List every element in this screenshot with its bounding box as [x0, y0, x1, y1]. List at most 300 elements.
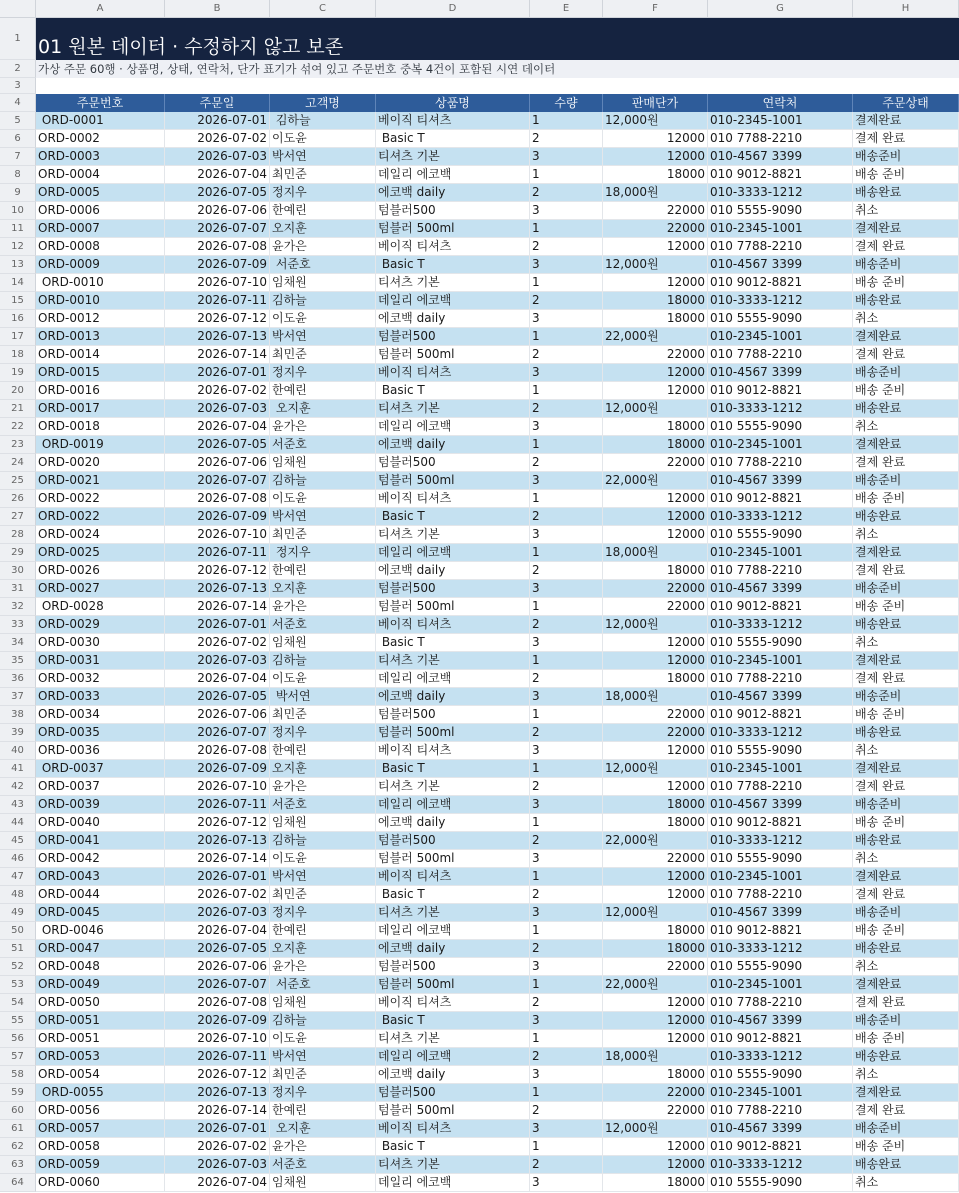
status-cell[interactable]: 배송완료 — [853, 616, 959, 634]
qty-cell[interactable]: 1 — [530, 382, 603, 400]
order-date-cell[interactable]: 2026-07-04 — [165, 1174, 270, 1192]
phone-cell[interactable]: 010 7788-2210 — [708, 454, 853, 472]
price-cell[interactable]: 12000 — [603, 634, 708, 652]
price-cell[interactable]: 22000 — [603, 580, 708, 598]
row-header[interactable]: 55 — [0, 1012, 36, 1030]
customer-cell[interactable]: 오지훈 — [270, 580, 376, 598]
status-cell[interactable]: 배송 준비 — [853, 1138, 959, 1156]
qty-cell[interactable]: 1 — [530, 976, 603, 994]
status-cell[interactable]: 결제 완료 — [853, 1102, 959, 1120]
order-date-cell[interactable]: 2026-07-02 — [165, 382, 270, 400]
product-cell[interactable]: 티셔츠 기본 — [376, 778, 530, 796]
price-cell[interactable]: 12,000원 — [603, 112, 708, 130]
qty-cell[interactable]: 3 — [530, 526, 603, 544]
row-header[interactable]: 47 — [0, 868, 36, 886]
status-cell[interactable]: 배송완료 — [853, 940, 959, 958]
qty-cell[interactable]: 1 — [530, 274, 603, 292]
product-cell[interactable]: 에코백 daily — [376, 940, 530, 958]
phone-cell[interactable]: 010-3333-1212 — [708, 400, 853, 418]
column-header-h[interactable]: H — [853, 0, 959, 18]
row-header[interactable]: 19 — [0, 364, 36, 382]
phone-cell[interactable]: 010 7788-2210 — [708, 238, 853, 256]
header-cell[interactable]: 판매단가 — [603, 94, 708, 112]
order-id-cell[interactable]: ORD-0027 — [36, 580, 165, 598]
phone-cell[interactable]: 010-4567 3399 — [708, 148, 853, 166]
phone-cell[interactable]: 010 9012-8821 — [708, 274, 853, 292]
customer-cell[interactable]: 한예린 — [270, 202, 376, 220]
row-header[interactable]: 37 — [0, 688, 36, 706]
phone-cell[interactable]: 010 5555-9090 — [708, 1174, 853, 1192]
order-date-cell[interactable]: 2026-07-01 — [165, 1120, 270, 1138]
qty-cell[interactable]: 3 — [530, 634, 603, 652]
price-cell[interactable]: 12000 — [603, 994, 708, 1012]
qty-cell[interactable]: 3 — [530, 1174, 603, 1192]
order-id-cell[interactable]: ORD-0059 — [36, 1156, 165, 1174]
product-cell[interactable]: 베이직 티셔츠 — [376, 238, 530, 256]
order-id-cell[interactable]: ORD-0044 — [36, 886, 165, 904]
order-date-cell[interactable]: 2026-07-08 — [165, 490, 270, 508]
qty-cell[interactable]: 1 — [530, 1084, 603, 1102]
price-cell[interactable]: 12,000원 — [603, 616, 708, 634]
phone-cell[interactable]: 010 7788-2210 — [708, 346, 853, 364]
customer-cell[interactable]: 김하늘 — [270, 1012, 376, 1030]
phone-cell[interactable]: 010 9012-8821 — [708, 1138, 853, 1156]
row-header[interactable]: 29 — [0, 544, 36, 562]
product-cell[interactable]: 텀블러 500ml — [376, 724, 530, 742]
product-cell[interactable]: 티셔츠 기본 — [376, 400, 530, 418]
product-cell[interactable]: Basic T — [376, 634, 530, 652]
price-cell[interactable]: 22000 — [603, 958, 708, 976]
customer-cell[interactable]: 서준호 — [270, 616, 376, 634]
order-date-cell[interactable]: 2026-07-03 — [165, 904, 270, 922]
order-date-cell[interactable]: 2026-07-14 — [165, 850, 270, 868]
phone-cell[interactable]: 010-4567 3399 — [708, 688, 853, 706]
order-date-cell[interactable]: 2026-07-08 — [165, 994, 270, 1012]
price-cell[interactable]: 12000 — [603, 238, 708, 256]
order-date-cell[interactable]: 2026-07-10 — [165, 274, 270, 292]
phone-cell[interactable]: 010 9012-8821 — [708, 922, 853, 940]
price-cell[interactable]: 12000 — [603, 364, 708, 382]
order-id-cell[interactable]: ORD-0001 — [36, 112, 165, 130]
status-cell[interactable]: 취소 — [853, 958, 959, 976]
order-id-cell[interactable]: ORD-0017 — [36, 400, 165, 418]
phone-cell[interactable]: 010-4567 3399 — [708, 364, 853, 382]
row-header[interactable]: 56 — [0, 1030, 36, 1048]
product-cell[interactable]: 텀블러 500ml — [376, 976, 530, 994]
order-date-cell[interactable]: 2026-07-02 — [165, 1138, 270, 1156]
product-cell[interactable]: 텀블러500 — [376, 706, 530, 724]
product-cell[interactable]: 티셔츠 기본 — [376, 148, 530, 166]
order-id-cell[interactable]: ORD-0060 — [36, 1174, 165, 1192]
row-header[interactable]: 64 — [0, 1174, 36, 1192]
price-cell[interactable]: 12000 — [603, 274, 708, 292]
status-cell[interactable]: 취소 — [853, 1174, 959, 1192]
product-cell[interactable]: 에코백 daily — [376, 562, 530, 580]
customer-cell[interactable]: 윤가은 — [270, 1138, 376, 1156]
phone-cell[interactable]: 010-2345-1001 — [708, 760, 853, 778]
price-cell[interactable]: 22000 — [603, 598, 708, 616]
qty-cell[interactable]: 3 — [530, 904, 603, 922]
status-cell[interactable]: 배송완료 — [853, 292, 959, 310]
row-header[interactable]: 20 — [0, 382, 36, 400]
row-header[interactable]: 15 — [0, 292, 36, 310]
order-id-cell[interactable]: ORD-0025 — [36, 544, 165, 562]
price-cell[interactable]: 18000 — [603, 922, 708, 940]
customer-cell[interactable]: 윤가은 — [270, 418, 376, 436]
order-id-cell[interactable]: ORD-0026 — [36, 562, 165, 580]
price-cell[interactable]: 18000 — [603, 562, 708, 580]
order-date-cell[interactable]: 2026-07-03 — [165, 652, 270, 670]
price-cell[interactable]: 22000 — [603, 706, 708, 724]
product-cell[interactable]: 에코백 daily — [376, 1066, 530, 1084]
customer-cell[interactable]: 오지훈 — [270, 1120, 376, 1138]
order-date-cell[interactable]: 2026-07-08 — [165, 238, 270, 256]
qty-cell[interactable]: 3 — [530, 364, 603, 382]
price-cell[interactable]: 22000 — [603, 850, 708, 868]
order-date-cell[interactable]: 2026-07-03 — [165, 400, 270, 418]
price-cell[interactable]: 22,000원 — [603, 472, 708, 490]
customer-cell[interactable]: 정지우 — [270, 184, 376, 202]
order-id-cell[interactable]: ORD-0051 — [36, 1030, 165, 1048]
customer-cell[interactable]: 박서연 — [270, 868, 376, 886]
qty-cell[interactable]: 2 — [530, 1156, 603, 1174]
order-id-cell[interactable]: ORD-0042 — [36, 850, 165, 868]
qty-cell[interactable]: 3 — [530, 1066, 603, 1084]
order-date-cell[interactable]: 2026-07-02 — [165, 130, 270, 148]
row-header[interactable]: 44 — [0, 814, 36, 832]
order-id-cell[interactable]: ORD-0047 — [36, 940, 165, 958]
customer-cell[interactable]: 서준호 — [270, 1156, 376, 1174]
phone-cell[interactable]: 010 5555-9090 — [708, 958, 853, 976]
price-cell[interactable]: 12,000원 — [603, 400, 708, 418]
row-header[interactable]: 14 — [0, 274, 36, 292]
status-cell[interactable]: 결제완료 — [853, 760, 959, 778]
status-cell[interactable]: 결제 완료 — [853, 562, 959, 580]
column-header-e[interactable]: E — [530, 0, 603, 18]
qty-cell[interactable]: 1 — [530, 598, 603, 616]
qty-cell[interactable]: 1 — [530, 1030, 603, 1048]
price-cell[interactable]: 12000 — [603, 1012, 708, 1030]
product-cell[interactable]: 데일리 에코백 — [376, 796, 530, 814]
status-cell[interactable]: 배송완료 — [853, 724, 959, 742]
row-header[interactable]: 33 — [0, 616, 36, 634]
price-cell[interactable]: 12000 — [603, 490, 708, 508]
product-cell[interactable]: 텀블러 500ml — [376, 598, 530, 616]
product-cell[interactable]: 데일리 에코백 — [376, 292, 530, 310]
order-date-cell[interactable]: 2026-07-07 — [165, 724, 270, 742]
qty-cell[interactable]: 2 — [530, 400, 603, 418]
order-date-cell[interactable]: 2026-07-01 — [165, 112, 270, 130]
product-cell[interactable]: 베이직 티셔츠 — [376, 112, 530, 130]
price-cell[interactable]: 18000 — [603, 1174, 708, 1192]
phone-cell[interactable]: 010-2345-1001 — [708, 976, 853, 994]
product-cell[interactable]: 티셔츠 기본 — [376, 1030, 530, 1048]
order-id-cell[interactable]: ORD-0004 — [36, 166, 165, 184]
product-cell[interactable]: 데일리 에코백 — [376, 670, 530, 688]
phone-cell[interactable]: 010-3333-1212 — [708, 508, 853, 526]
phone-cell[interactable]: 010-3333-1212 — [708, 292, 853, 310]
phone-cell[interactable]: 010-2345-1001 — [708, 328, 853, 346]
order-id-cell[interactable]: ORD-0046 — [36, 922, 165, 940]
phone-cell[interactable]: 010-3333-1212 — [708, 1048, 853, 1066]
customer-cell[interactable]: 최민준 — [270, 706, 376, 724]
status-cell[interactable]: 결제 완료 — [853, 670, 959, 688]
status-cell[interactable]: 취소 — [853, 526, 959, 544]
row-header[interactable]: 3 — [0, 78, 36, 94]
customer-cell[interactable]: 임채원 — [270, 814, 376, 832]
customer-cell[interactable]: 이도윤 — [270, 310, 376, 328]
row-header[interactable]: 11 — [0, 220, 36, 238]
phone-cell[interactable]: 010 7788-2210 — [708, 130, 853, 148]
price-cell[interactable]: 18000 — [603, 166, 708, 184]
phone-cell[interactable]: 010 5555-9090 — [708, 418, 853, 436]
row-header[interactable]: 1 — [0, 18, 36, 60]
order-id-cell[interactable]: ORD-0002 — [36, 130, 165, 148]
row-header[interactable]: 23 — [0, 436, 36, 454]
row-header[interactable]: 48 — [0, 886, 36, 904]
order-date-cell[interactable]: 2026-07-04 — [165, 166, 270, 184]
price-cell[interactable]: 18000 — [603, 670, 708, 688]
product-cell[interactable]: 텀블러500 — [376, 1084, 530, 1102]
phone-cell[interactable]: 010-2345-1001 — [708, 112, 853, 130]
price-cell[interactable]: 18000 — [603, 940, 708, 958]
order-date-cell[interactable]: 2026-07-09 — [165, 760, 270, 778]
price-cell[interactable]: 22000 — [603, 202, 708, 220]
qty-cell[interactable]: 3 — [530, 472, 603, 490]
customer-cell[interactable]: 한예린 — [270, 562, 376, 580]
price-cell[interactable]: 12,000원 — [603, 760, 708, 778]
phone-cell[interactable]: 010-3333-1212 — [708, 184, 853, 202]
qty-cell[interactable]: 1 — [530, 760, 603, 778]
order-id-cell[interactable]: ORD-0055 — [36, 1084, 165, 1102]
product-cell[interactable]: 에코백 daily — [376, 310, 530, 328]
row-header[interactable]: 16 — [0, 310, 36, 328]
row-header[interactable]: 60 — [0, 1102, 36, 1120]
qty-cell[interactable]: 1 — [530, 166, 603, 184]
status-cell[interactable]: 배송 준비 — [853, 490, 959, 508]
price-cell[interactable]: 22000 — [603, 724, 708, 742]
order-date-cell[interactable]: 2026-07-09 — [165, 256, 270, 274]
product-cell[interactable]: Basic T — [376, 886, 530, 904]
price-cell[interactable]: 12000 — [603, 148, 708, 166]
order-date-cell[interactable]: 2026-07-10 — [165, 778, 270, 796]
header-cell[interactable]: 연락처 — [708, 94, 853, 112]
qty-cell[interactable]: 1 — [530, 490, 603, 508]
customer-cell[interactable]: 서준호 — [270, 256, 376, 274]
order-id-cell[interactable]: ORD-0037 — [36, 760, 165, 778]
product-cell[interactable]: 텀블러500 — [376, 454, 530, 472]
phone-cell[interactable]: 010-3333-1212 — [708, 616, 853, 634]
product-cell[interactable]: 텀블러 500ml — [376, 472, 530, 490]
order-id-cell[interactable]: ORD-0020 — [36, 454, 165, 472]
status-cell[interactable]: 배송완료 — [853, 400, 959, 418]
row-header[interactable]: 10 — [0, 202, 36, 220]
order-id-cell[interactable]: ORD-0010 — [36, 274, 165, 292]
status-cell[interactable]: 결제완료 — [853, 328, 959, 346]
customer-cell[interactable]: 박서연 — [270, 328, 376, 346]
phone-cell[interactable]: 010-4567 3399 — [708, 580, 853, 598]
phone-cell[interactable]: 010-4567 3399 — [708, 904, 853, 922]
phone-cell[interactable]: 010 5555-9090 — [708, 850, 853, 868]
status-cell[interactable]: 배송완료 — [853, 1156, 959, 1174]
order-date-cell[interactable]: 2026-07-13 — [165, 832, 270, 850]
price-cell[interactable]: 22000 — [603, 454, 708, 472]
header-cell[interactable]: 수량 — [530, 94, 603, 112]
price-cell[interactable]: 18000 — [603, 418, 708, 436]
product-cell[interactable]: 텀블러500 — [376, 580, 530, 598]
product-cell[interactable]: Basic T — [376, 760, 530, 778]
customer-cell[interactable]: 임채원 — [270, 634, 376, 652]
qty-cell[interactable]: 2 — [530, 130, 603, 148]
price-cell[interactable]: 12000 — [603, 652, 708, 670]
customer-cell[interactable]: 윤가은 — [270, 958, 376, 976]
order-date-cell[interactable]: 2026-07-06 — [165, 454, 270, 472]
order-id-cell[interactable]: ORD-0058 — [36, 1138, 165, 1156]
qty-cell[interactable]: 1 — [530, 922, 603, 940]
qty-cell[interactable]: 2 — [530, 1048, 603, 1066]
phone-cell[interactable]: 010-3333-1212 — [708, 940, 853, 958]
customer-cell[interactable]: 이도윤 — [270, 1030, 376, 1048]
price-cell[interactable]: 18000 — [603, 292, 708, 310]
product-cell[interactable]: 데일리 에코백 — [376, 1174, 530, 1192]
product-cell[interactable]: 텀블러 500ml — [376, 346, 530, 364]
row-header[interactable]: 28 — [0, 526, 36, 544]
status-cell[interactable]: 결제완료 — [853, 1084, 959, 1102]
order-date-cell[interactable]: 2026-07-05 — [165, 940, 270, 958]
customer-cell[interactable]: 김하늘 — [270, 472, 376, 490]
price-cell[interactable]: 12000 — [603, 778, 708, 796]
customer-cell[interactable]: 임채원 — [270, 274, 376, 292]
order-date-cell[interactable]: 2026-07-01 — [165, 616, 270, 634]
customer-cell[interactable]: 박서연 — [270, 1048, 376, 1066]
phone-cell[interactable]: 010 9012-8821 — [708, 598, 853, 616]
qty-cell[interactable]: 1 — [530, 814, 603, 832]
status-cell[interactable]: 결제 완료 — [853, 886, 959, 904]
status-cell[interactable]: 배송준비 — [853, 256, 959, 274]
order-date-cell[interactable]: 2026-07-05 — [165, 184, 270, 202]
phone-cell[interactable]: 010 5555-9090 — [708, 742, 853, 760]
order-id-cell[interactable]: ORD-0010 — [36, 292, 165, 310]
customer-cell[interactable]: 오지훈 — [270, 400, 376, 418]
status-cell[interactable]: 배송준비 — [853, 904, 959, 922]
customer-cell[interactable]: 정지우 — [270, 364, 376, 382]
price-cell[interactable]: 22,000원 — [603, 832, 708, 850]
phone-cell[interactable]: 010 5555-9090 — [708, 202, 853, 220]
order-id-cell[interactable]: ORD-0015 — [36, 364, 165, 382]
phone-cell[interactable]: 010 9012-8821 — [708, 166, 853, 184]
order-id-cell[interactable]: ORD-0057 — [36, 1120, 165, 1138]
row-header[interactable]: 38 — [0, 706, 36, 724]
product-cell[interactable]: Basic T — [376, 508, 530, 526]
price-cell[interactable]: 18,000원 — [603, 184, 708, 202]
phone-cell[interactable]: 010-3333-1212 — [708, 1156, 853, 1174]
status-cell[interactable]: 결제 완료 — [853, 994, 959, 1012]
product-cell[interactable]: 텀블러500 — [376, 328, 530, 346]
status-cell[interactable]: 배송준비 — [853, 364, 959, 382]
product-cell[interactable]: 베이직 티셔츠 — [376, 994, 530, 1012]
row-header[interactable]: 25 — [0, 472, 36, 490]
customer-cell[interactable]: 오지훈 — [270, 760, 376, 778]
price-cell[interactable]: 18000 — [603, 310, 708, 328]
product-cell[interactable]: 텀블러500 — [376, 202, 530, 220]
phone-cell[interactable]: 010-4567 3399 — [708, 1012, 853, 1030]
customer-cell[interactable]: 김하늘 — [270, 652, 376, 670]
order-id-cell[interactable]: ORD-0007 — [36, 220, 165, 238]
order-date-cell[interactable]: 2026-07-08 — [165, 742, 270, 760]
row-header[interactable]: 8 — [0, 166, 36, 184]
order-date-cell[interactable]: 2026-07-04 — [165, 922, 270, 940]
customer-cell[interactable]: 서준호 — [270, 796, 376, 814]
price-cell[interactable]: 18000 — [603, 814, 708, 832]
row-header[interactable]: 26 — [0, 490, 36, 508]
qty-cell[interactable]: 2 — [530, 1102, 603, 1120]
order-id-cell[interactable]: ORD-0051 — [36, 1012, 165, 1030]
phone-cell[interactable]: 010 5555-9090 — [708, 526, 853, 544]
header-cell[interactable]: 주문상태 — [853, 94, 959, 112]
phone-cell[interactable]: 010 7788-2210 — [708, 562, 853, 580]
qty-cell[interactable]: 1 — [530, 544, 603, 562]
product-cell[interactable]: 에코백 daily — [376, 184, 530, 202]
phone-cell[interactable]: 010-4567 3399 — [708, 796, 853, 814]
phone-cell[interactable]: 010-4567 3399 — [708, 1120, 853, 1138]
header-cell[interactable]: 주문번호 — [36, 94, 165, 112]
price-cell[interactable]: 18,000원 — [603, 688, 708, 706]
qty-cell[interactable]: 2 — [530, 292, 603, 310]
order-date-cell[interactable]: 2026-07-13 — [165, 1084, 270, 1102]
customer-cell[interactable]: 최민준 — [270, 166, 376, 184]
order-id-cell[interactable]: ORD-0032 — [36, 670, 165, 688]
order-id-cell[interactable]: ORD-0045 — [36, 904, 165, 922]
qty-cell[interactable]: 2 — [530, 346, 603, 364]
price-cell[interactable]: 18,000원 — [603, 1048, 708, 1066]
order-id-cell[interactable]: ORD-0013 — [36, 328, 165, 346]
customer-cell[interactable]: 오지훈 — [270, 940, 376, 958]
row-header[interactable]: 45 — [0, 832, 36, 850]
row-header[interactable]: 36 — [0, 670, 36, 688]
phone-cell[interactable]: 010 7788-2210 — [708, 1102, 853, 1120]
row-header[interactable]: 62 — [0, 1138, 36, 1156]
order-date-cell[interactable]: 2026-07-13 — [165, 580, 270, 598]
product-cell[interactable]: 데일리 에코백 — [376, 922, 530, 940]
product-cell[interactable]: 티셔츠 기본 — [376, 652, 530, 670]
column-header-g[interactable]: G — [708, 0, 853, 18]
order-id-cell[interactable]: ORD-0048 — [36, 958, 165, 976]
order-date-cell[interactable]: 2026-07-12 — [165, 814, 270, 832]
status-cell[interactable]: 배송준비 — [853, 580, 959, 598]
price-cell[interactable]: 12000 — [603, 868, 708, 886]
product-cell[interactable]: 티셔츠 기본 — [376, 904, 530, 922]
customer-cell[interactable]: 오지훈 — [270, 220, 376, 238]
product-cell[interactable]: 데일리 에코백 — [376, 166, 530, 184]
qty-cell[interactable]: 1 — [530, 652, 603, 670]
customer-cell[interactable]: 한예린 — [270, 382, 376, 400]
customer-cell[interactable]: 최민준 — [270, 886, 376, 904]
order-id-cell[interactable]: ORD-0008 — [36, 238, 165, 256]
phone-cell[interactable]: 010-2345-1001 — [708, 436, 853, 454]
price-cell[interactable]: 12000 — [603, 508, 708, 526]
phone-cell[interactable]: 010 9012-8821 — [708, 706, 853, 724]
order-id-cell[interactable]: ORD-0056 — [36, 1102, 165, 1120]
status-cell[interactable]: 결제 완료 — [853, 778, 959, 796]
price-cell[interactable]: 22000 — [603, 1084, 708, 1102]
row-header[interactable]: 46 — [0, 850, 36, 868]
customer-cell[interactable]: 이도윤 — [270, 130, 376, 148]
price-cell[interactable]: 22,000원 — [603, 328, 708, 346]
status-cell[interactable]: 취소 — [853, 202, 959, 220]
phone-cell[interactable]: 010-2345-1001 — [708, 220, 853, 238]
order-date-cell[interactable]: 2026-07-05 — [165, 688, 270, 706]
customer-cell[interactable]: 임채원 — [270, 1174, 376, 1192]
